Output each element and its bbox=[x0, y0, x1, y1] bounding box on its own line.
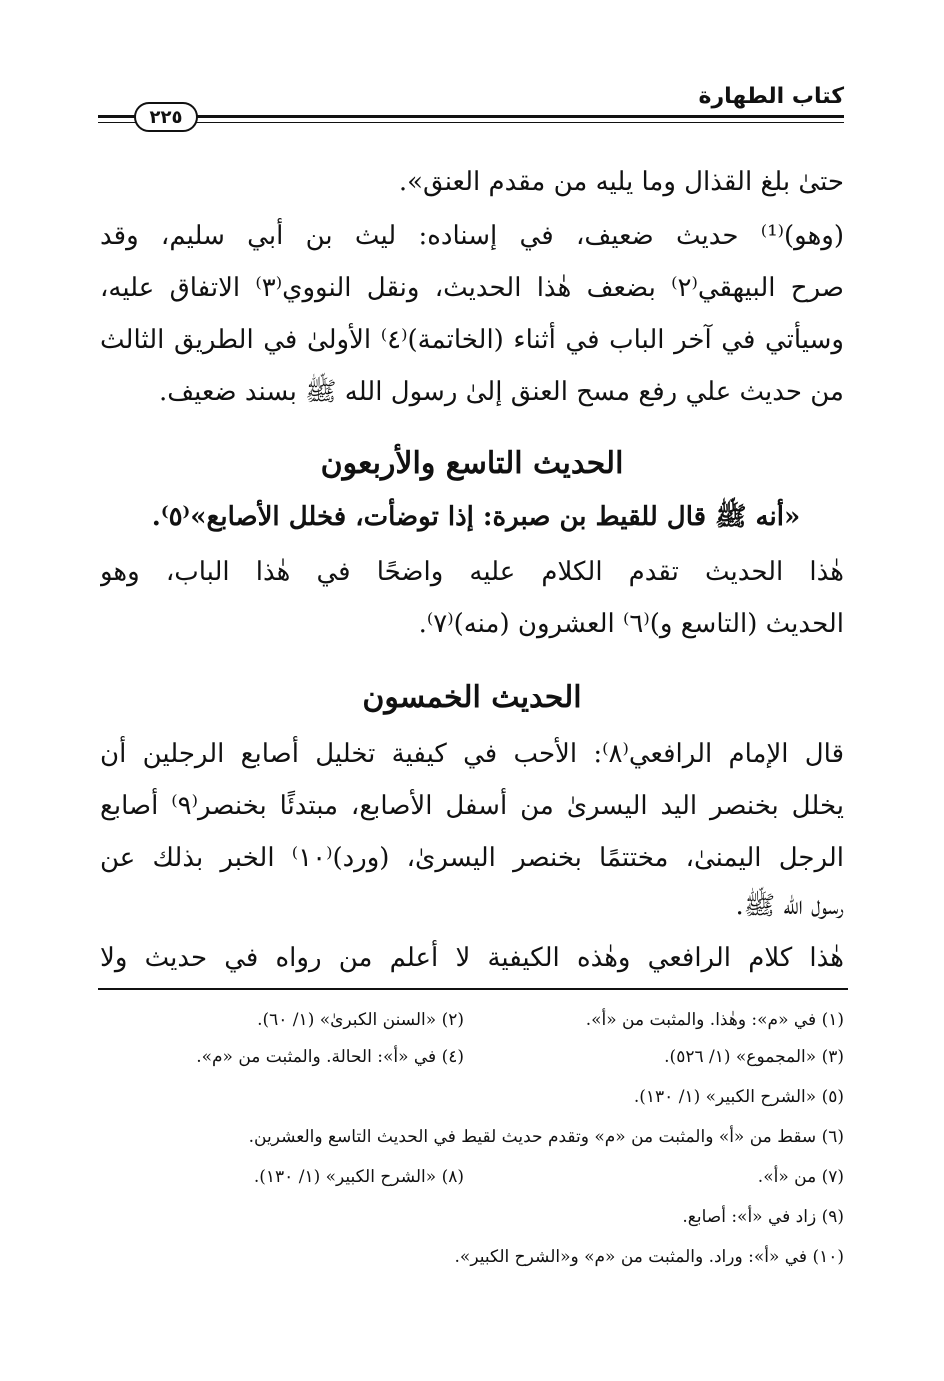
page-number-badge bbox=[134, 102, 198, 132]
header-rule-left bbox=[98, 115, 136, 118]
text-line: حتىٰ بلغ القذال وما يليه من مقدم العنق». bbox=[398, 167, 844, 197]
section-heading: الحديث التاسع والأربعون bbox=[320, 446, 624, 481]
footnote-row bbox=[100, 1040, 844, 1074]
footnote-10: (١٠) في «أ»: وراد. والمثبت من «م» و«الشرح الكبير». bbox=[454, 1247, 844, 1267]
footnote-4: (٤) في «أ»: الحالة. والمثبت من «م». bbox=[196, 1047, 464, 1067]
text-line: رسول الله ﷺ. bbox=[735, 891, 844, 921]
text-line: صرح البيهقي⁽٢⁾ بضعف هٰذا الحديث، ونقل النووي⁽٣⁾ الاتفاق عليه، bbox=[100, 273, 844, 303]
text-line: وسيأتي في آخر الباب في أثناء (الخاتمة)⁽٤⁾ الأولىٰ في الطريق الثالث bbox=[100, 325, 844, 355]
footnote-5: (٥) «الشرح الكبير» (١/ ١٣٠). bbox=[633, 1087, 844, 1107]
hadith-quote: «أنه ﷺ قال للقيط بن صبرة: إذا توضأت، فخلل الأصابع»⁽٥⁾. bbox=[151, 502, 801, 532]
footnote-7: (٧) من «أ». bbox=[757, 1167, 844, 1187]
text-line: هٰذا الحديث تقدم الكلام عليه واضحًا في هٰذا الباب، وهو bbox=[100, 557, 844, 587]
page-number: ٢٢٥ bbox=[149, 106, 183, 128]
text-line: من حديث علي رفع مسح العنق إلىٰ رسول الله ﷺ بسند ضعيف. bbox=[158, 377, 844, 407]
header-rule-thin bbox=[196, 122, 844, 123]
text-line: الحديث (التاسع و)⁽٦⁾ العشرون (منه)⁽٧⁾. bbox=[418, 609, 844, 639]
text-line: قال الإمام الرافعي⁽٨⁾: الأحب في كيفية تخليل أصابع الرجلين أن bbox=[100, 739, 844, 769]
footnote-9: (٩) زاد في «أ»: أصابع. bbox=[682, 1207, 844, 1227]
header-rule-left-thin bbox=[98, 122, 136, 123]
footnote-3: (٣) «المجموع» (١/ ٥٢٦). bbox=[664, 1047, 844, 1067]
text-line: هٰذا كلام الرافعي وهٰذه الكيفية لا أعلم من رواه في حديث ولا bbox=[100, 943, 844, 973]
text-line: الرجل اليمنىٰ، مختتمًا بخنصر اليسرىٰ، (ورد)⁽١٠⁾ الخبر بذلك عن bbox=[100, 843, 844, 873]
running-head-title: كتاب الطهارة bbox=[698, 84, 844, 109]
text-line: يخلل بخنصر اليد اليسرىٰ من أسفل الأصابع، مبتدئًا بخنصر⁽٩⁾ أصابع bbox=[100, 791, 844, 821]
footnote-1: (١) في «م»: وهٰذا. والمثبت من «أ». bbox=[585, 1010, 844, 1030]
footnote-row bbox=[100, 1003, 844, 1037]
section-heading: الحديث الخمسون bbox=[362, 680, 582, 715]
footnote-separator bbox=[98, 988, 848, 990]
footnote-2: (٢) «السنن الكبرىٰ» (١/ ٦٠). bbox=[257, 1010, 464, 1030]
header-rule bbox=[196, 115, 844, 118]
footnote-8: (٨) «الشرح الكبير» (١/ ١٣٠). bbox=[253, 1167, 464, 1187]
footnote-6: (٦) سقط من «أ» والمثبت من «م» وتقدم حديث لقيط في الحديث التاسع والعشرين. bbox=[248, 1127, 844, 1147]
footnote-row bbox=[100, 1160, 844, 1194]
text-line: (وهو)⁽¹⁾ حديث ضعيف، في إسناده: ليث بن أبي سليم، وقد bbox=[100, 221, 844, 251]
